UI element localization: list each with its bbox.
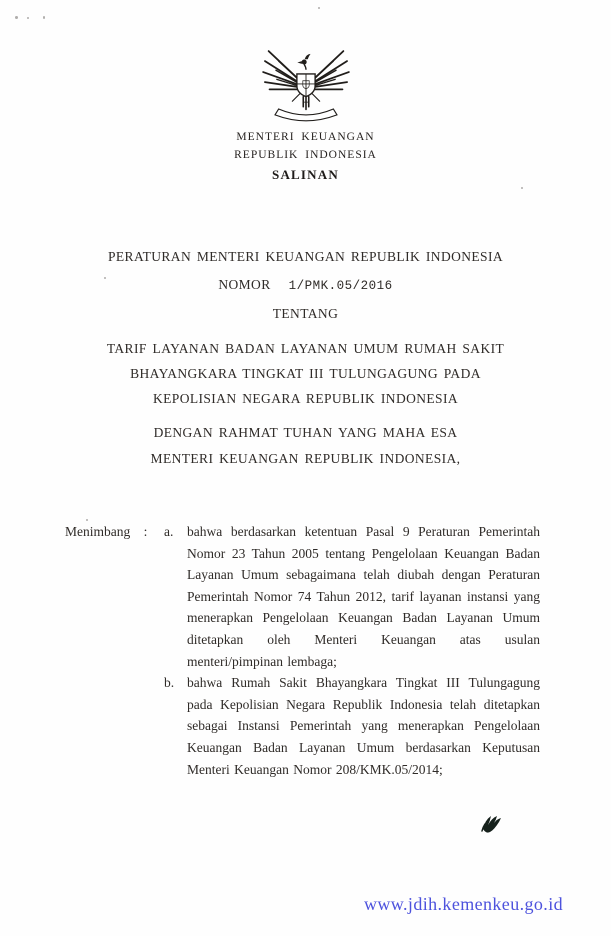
scan-speck	[86, 519, 88, 521]
item-marker-a: a.	[164, 524, 174, 539]
subject-line-1: TARIF LAYANAN BADAN LAYANAN UMUM RUMAH SAKIT	[106, 341, 505, 356]
issuer-line: MENTERI KEUANGAN REPUBLIK INDONESIA,	[150, 451, 461, 466]
document-title-block	[0, 249, 611, 471]
scan-speck	[521, 187, 523, 189]
consideration-item-a	[154, 521, 540, 672]
number-value: 1/PMK.05/2016	[288, 279, 393, 293]
about-label: TENTANG	[272, 306, 339, 321]
ministry-name-line1: MENTERI KEUANGAN	[236, 131, 375, 143]
item-text-a: bahwa berdasarkan ketentuan Pasal 9 Peraturan Pemerintah Nomor 23 Tahun 2005 tentang Pengelolaan Keuangan Badan Layanan Umum sebagaimana telah diubah dengan Peraturan Pemerintah Nomor 74 Tahun 2012, tarif layanan instansi yang menerapkan Pengelolaan Keuangan Badan Layanan Umum ditetapkan oleh Menteri Keuangan atas usulan menteri/pimpinan lembaga;	[187, 524, 540, 669]
subject-line-2: BHAYANGKARA TINGKAT III TULUNGAGUNG PADA	[130, 366, 481, 381]
scan-speck	[318, 7, 320, 9]
scan-speck	[104, 277, 106, 279]
invocation-line: DENGAN RAHMAT TUHAN YANG MAHA ESA	[153, 425, 458, 440]
considerations-label: Menimbang	[65, 524, 131, 539]
scan-speck	[27, 17, 29, 19]
handwritten-initial-mark	[479, 805, 505, 835]
considerations-separator: :	[143, 524, 148, 539]
subject-line-3: KEPOLISIAN NEGARA REPUBLIK INDONESIA	[152, 391, 459, 406]
scan-speck	[15, 16, 18, 19]
considerations-items	[154, 521, 540, 780]
letterhead	[0, 0, 611, 183]
regulation-heading: PERATURAN MENTERI KEUANGAN REPUBLIK INDONESIA	[108, 249, 503, 264]
consideration-item-b	[154, 672, 540, 780]
number-label: NOMOR	[218, 277, 271, 292]
scan-speck	[43, 16, 45, 19]
jdih-website-link[interactable]: www.jdih.kemenkeu.go.id	[364, 894, 563, 914]
item-marker-b: b.	[164, 675, 175, 691]
salinan-copy-stamp: SALINAN	[272, 167, 339, 182]
item-text-b: bahwa Rumah Sakit Bhayangkara Tingkat III Tulungagung pada Kepolisian Negara Republik Indonesia telah ditetapkan sebagai Instansi Pemerintah yang menerapkan Pengelolaan Keuangan Badan Layanan Umum berdasarkan Keputusan Menteri Keuangan Nomor 208/KMK.05/2014;	[187, 675, 540, 777]
ministry-name-line2: REPUBLIK INDONESIA	[234, 149, 377, 161]
garuda-pancasila-emblem	[260, 42, 352, 124]
regulation-number-line	[0, 277, 611, 294]
considerations-section	[65, 521, 540, 780]
